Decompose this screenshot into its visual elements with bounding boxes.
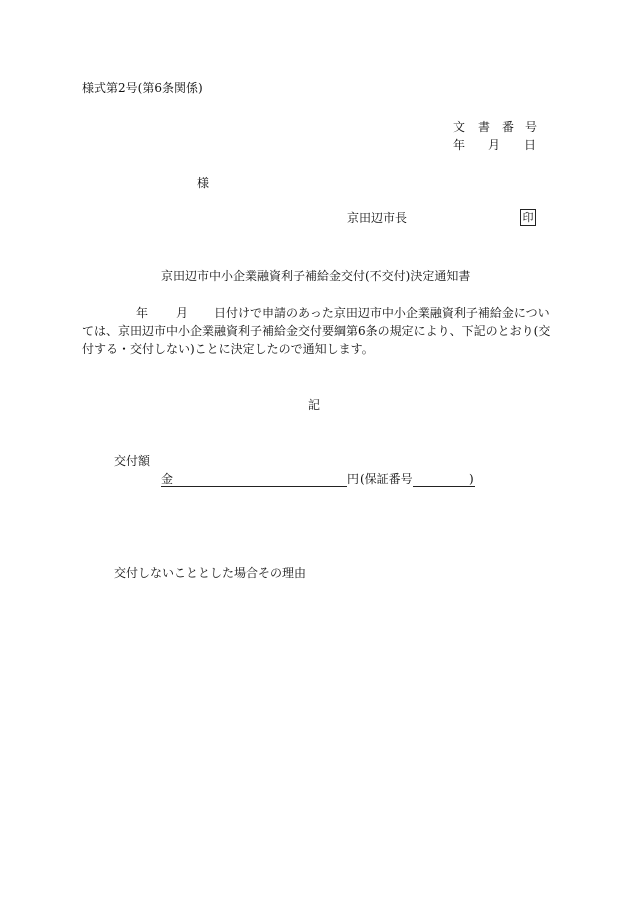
date-day-label: 日 [524,138,537,152]
document-title: 京田辺市中小企業融資利子補給金交付(不交付)決定通知書 [161,269,471,283]
date-year-label: 年 [453,138,466,152]
guarantee-underline [413,486,475,487]
reason-label: 交付しないこととした場合その理由 [114,566,307,580]
amount-label: 交付額 [114,454,151,468]
doc-number-char: 書 [478,120,491,134]
recipient-honorific: 様 [197,176,210,190]
guarantee-close: ) [469,472,474,486]
body-paragraph [82,304,557,358]
doc-number-char: 番 [502,120,515,134]
seal-box: 印 [520,209,536,226]
issuer-name: 京田辺市長 [347,211,408,225]
amount-prefix: 金 [161,472,174,486]
form-label: 様式第2号(第6条関係) [82,81,203,95]
amount-yen: 円 [347,472,360,486]
doc-number-char: 号 [525,120,538,134]
body-month: 月 [176,306,189,320]
guarantee-label: (保証番号 [360,472,413,486]
date-month-label: 月 [488,138,501,152]
body-text: 日付けで申請のあった京田辺市中小企業融資利子補給金については、京田辺市中小企業融資利子補給金交付要綱第6条の規定により、下記のとおり(交付する・交付しない)ことに決定したので通知します。 [82,306,551,356]
doc-number-char: 文 [453,120,466,134]
body-year: 年 [136,306,149,320]
amount-underline [161,486,347,487]
ki-heading: 記 [308,398,321,412]
